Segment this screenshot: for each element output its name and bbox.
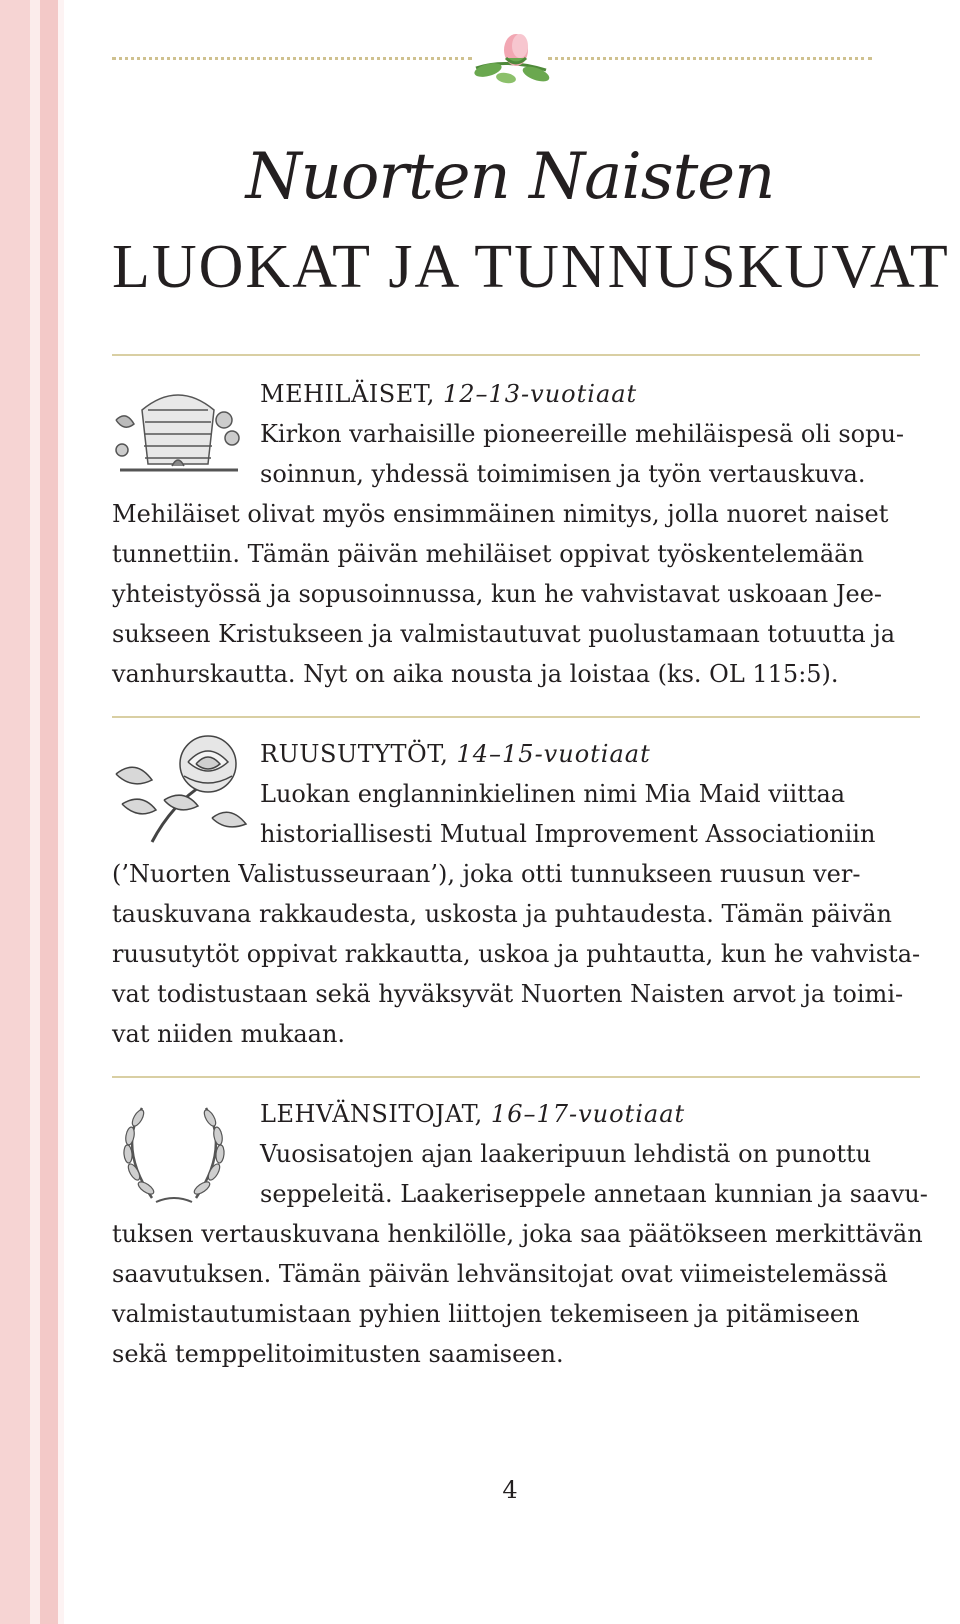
body-line: Kirkon varhaisille pioneereille mehiläispesä oli sopu- — [260, 420, 905, 448]
body-line: soinnun, yhdessä toimimisen ja työn vertauskuva. — [260, 460, 866, 488]
section-ruusutytot — [112, 734, 922, 1054]
body-line: vat niiden mukaan. — [112, 1020, 346, 1048]
body-line: ruusutytöt oppivat rakkautta, uskoa ja puhtautta, kun he vahvista- — [112, 940, 921, 968]
body-line: sekä temppelitoimitusten saamiseen. — [112, 1340, 564, 1368]
page-title: LUOKAT JA TUNNUSKUVAT — [112, 233, 950, 301]
page-number: 4 — [502, 1476, 518, 1504]
rosebud-ornament-icon — [466, 28, 558, 88]
age-range: 16–17-vuotiaat — [490, 1100, 686, 1128]
body-line: Mehiläiset olivat myös ensimmäinen nimitys, jolla nuoret naiset — [112, 500, 889, 528]
body-line: sukseen Kristukseen ja valmistautuvat puolustamaan totuutta ja — [112, 620, 896, 648]
dotted-divider-right — [548, 57, 872, 60]
class-name: RUUSUTYTÖT, — [260, 740, 449, 768]
border-band-light — [30, 0, 40, 1624]
age-range: 14–15-vuotiaat — [456, 740, 651, 768]
section-heading — [260, 734, 922, 774]
body-line: vat todistustaan sekä hyväksyvät Nuorten Naisten arvot ja toimi- — [112, 980, 904, 1008]
section-lehvansitojat — [112, 1094, 928, 1374]
border-band-inner — [40, 0, 58, 1624]
body-line: tauskuvana rakkaudesta, uskosta ja puhtaudesta. Tämän päivän — [112, 900, 892, 928]
section-heading — [260, 1094, 922, 1134]
class-name: MEHILÄISET, — [260, 380, 435, 408]
border-band-outer — [0, 0, 30, 1624]
age-range: 12–13-vuotiaat — [442, 380, 638, 408]
section-heading — [260, 374, 922, 414]
section-divider — [112, 716, 920, 718]
body-line: vanhurskautta. Nyt on aika nousta ja loistaa (ks. OL 115:5). — [112, 660, 839, 688]
body-line: tunnettiin. Tämän päivän mehiläiset oppivat työskentelemään — [112, 540, 864, 568]
section-divider — [112, 354, 920, 356]
laurel-wreath-icon — [112, 1098, 236, 1210]
border-band-edge — [58, 0, 64, 1624]
section-divider — [112, 1076, 920, 1078]
body-line: Vuosisatojen ajan laakeripuun lehdistä on punottu — [260, 1140, 872, 1168]
body-line: (’Nuorten Valistusseuraan’), joka otti tunnukseen ruusun ver- — [112, 860, 861, 888]
body-line: valmistautumistaan pyhien liittojen tekemiseen ja pitämiseen — [112, 1300, 860, 1328]
body-line: tuksen vertauskuvana henkilölle, joka saa päätökseen merkittävän — [112, 1220, 923, 1248]
rose-icon — [112, 734, 250, 846]
body-line: saavutuksen. Tämän päivän lehvänsitojat ovat viimeistelemässä — [112, 1260, 888, 1288]
class-name: LEHVÄNSITOJAT, — [260, 1100, 483, 1128]
body-line: historiallisesti Mutual Improvement Associationiin — [260, 820, 876, 848]
body-line: yhteistyössä ja sopusoinnussa, kun he vahvistavat uskoaan Jee- — [112, 580, 883, 608]
beehive-icon — [112, 380, 246, 476]
section-mehilaiset — [112, 374, 922, 694]
body-line: Luokan englanninkielinen nimi Mia Maid viittaa — [260, 780, 846, 808]
page-title-script: Nuorten Naisten — [245, 140, 775, 214]
dotted-divider-left — [112, 57, 472, 60]
body-line: seppeleitä. Laakeriseppele annetaan kunnian ja saavu- — [260, 1180, 928, 1208]
